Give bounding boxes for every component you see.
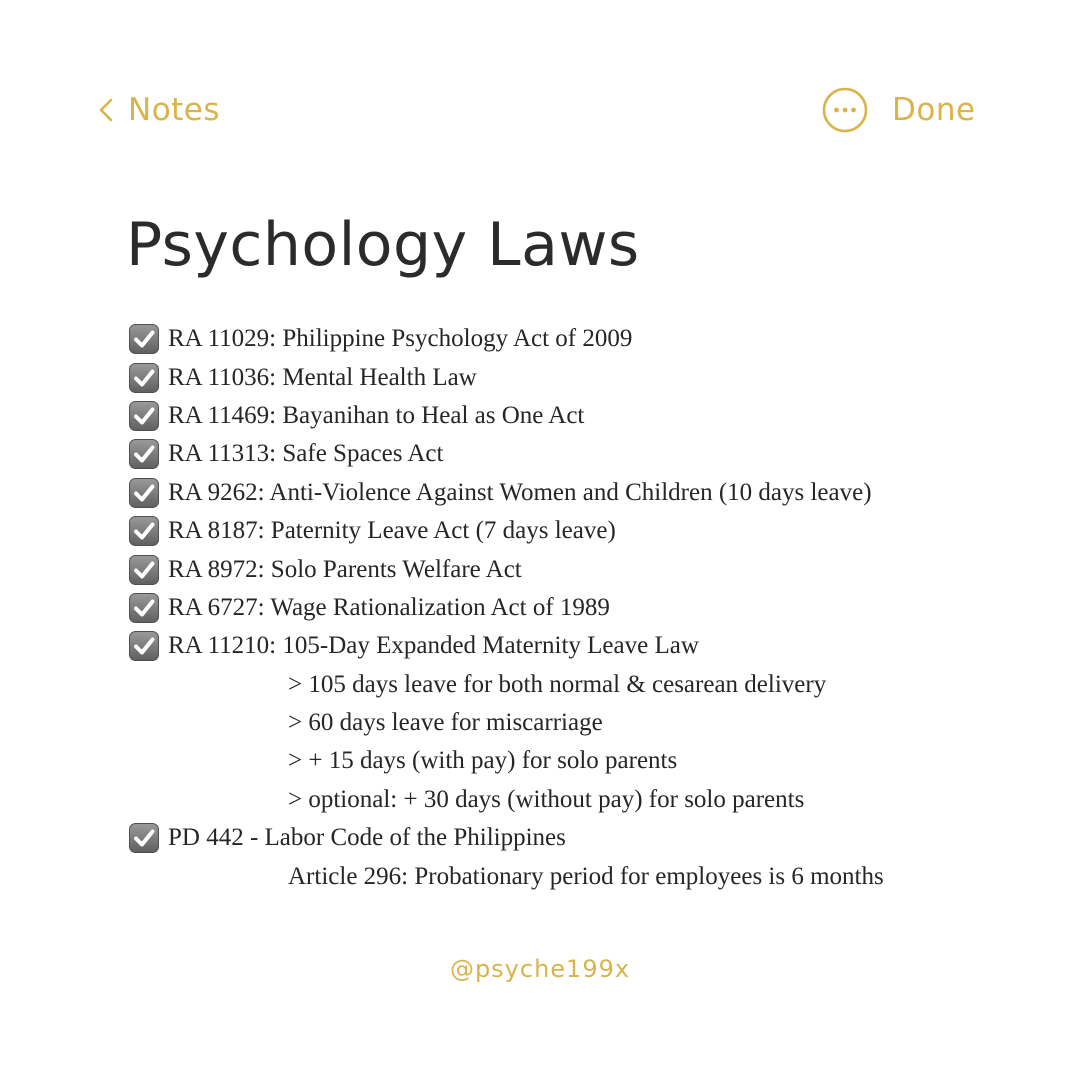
chevron-left-icon <box>94 94 118 126</box>
law-item[interactable] <box>128 627 1028 665</box>
law-item[interactable] <box>128 589 1028 627</box>
law-item-text: RA 8972: Solo Parents Welfare Act <box>168 555 522 583</box>
back-to-notes-button[interactable] <box>94 88 220 132</box>
law-item-text: RA 8187: Paternity Leave Act (7 days leave) <box>168 517 616 545</box>
checkbox-checked-icon[interactable] <box>128 822 160 854</box>
more-options-button[interactable] <box>822 87 868 133</box>
checkbox-checked-icon[interactable] <box>128 438 160 470</box>
law-item[interactable] <box>128 512 1028 550</box>
law-item-text: RA 11029: Philippine Psychology Act of 2009 <box>168 325 633 353</box>
law-item-text: RA 11313: Safe Spaces Act <box>168 440 444 468</box>
done-button[interactable]: Done <box>892 92 976 128</box>
checkbox-checked-icon[interactable] <box>128 515 160 547</box>
law-subitem: > + 15 days (with pay) for solo parents <box>288 747 678 775</box>
law-subitem: > 60 days leave for miscarriage <box>288 709 603 737</box>
law-item-text: RA 11036: Mental Health Law <box>168 363 477 391</box>
checkbox-checked-icon[interactable] <box>128 477 160 509</box>
law-item-text: PD 442 - Labor Code of the Philippines <box>168 824 566 852</box>
law-item[interactable] <box>128 320 1028 358</box>
author-handle: @psyche199x <box>449 955 631 983</box>
law-checklist[interactable] <box>128 320 1028 896</box>
law-item-text: RA 11469: Bayanihan to Heal as One Act <box>168 401 585 429</box>
checkbox-checked-icon[interactable] <box>128 323 160 355</box>
law-item[interactable] <box>128 435 1028 473</box>
law-item[interactable] <box>128 474 1028 512</box>
law-item-text: RA 6727: Wage Rationalization Act of 1989 <box>168 593 610 621</box>
checkbox-checked-icon[interactable] <box>128 554 160 586</box>
note-title[interactable]: Psychology Laws <box>126 210 640 280</box>
checkbox-checked-icon[interactable] <box>128 400 160 432</box>
law-subitem: > optional: + 30 days (without pay) for solo parents <box>288 785 805 813</box>
law-item[interactable] <box>128 550 1028 588</box>
checkbox-checked-icon[interactable] <box>128 630 160 662</box>
checkbox-checked-icon[interactable] <box>128 592 160 624</box>
back-label: Notes <box>128 92 221 128</box>
law-item[interactable] <box>128 819 1028 857</box>
law-subitem: > 105 days leave for both normal & cesarean delivery <box>288 670 827 698</box>
law-item[interactable] <box>128 397 1028 435</box>
law-item-text: RA 9262: Anti-Violence Against Women and Children (10 days leave) <box>168 478 872 506</box>
more-options-icon <box>822 87 868 133</box>
law-subitem: Article 296: Probationary period for employees is 6 months <box>288 862 884 890</box>
law-item[interactable] <box>128 358 1028 396</box>
law-item-text: RA 11210: 105-Day Expanded Maternity Leave Law <box>168 632 699 660</box>
checkbox-checked-icon[interactable] <box>128 362 160 394</box>
